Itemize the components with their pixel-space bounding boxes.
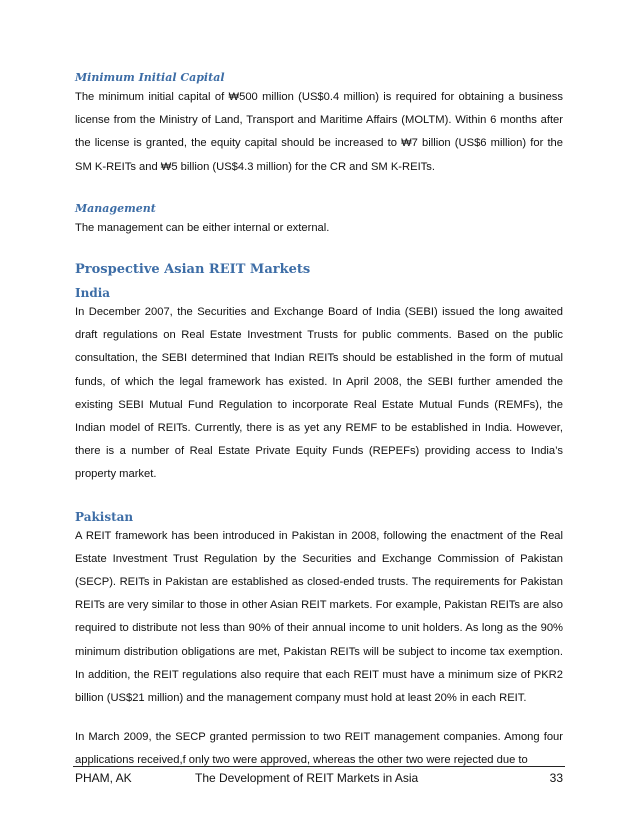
section-heading-management: Management [75,201,156,215]
paragraph-pakistan-1: A REIT framework has been introduced in Pakistan in 2008, following the enactment of the Real Estate Investment Trust Regulation by the Securities and Exchange Commission of Pakistan (SECP). REITs in Pakistan are established as closed-ended trusts. The requirements for Pakistan REITs are very similar to those in other Asian REIT markets. For example, Pakistan REITs are also required to distribute not less than 90% of their annual income to unit holders. As long as the 90% minimum distribution obligations are met, Pakistan REITs will be subject to income tax exemption. In addition, the REIT regulations also require that each REIT must have a minimum size of PKR2 billion (US$21 million) and the management company must hold at least 20% in each REIT. [75,529,563,705]
paragraph-management: The management can be either internal or external. [75,221,330,234]
page-content [75,70,563,773]
subsection-heading-india: India [75,286,111,301]
footer-document-title: The Development of REIT Markets in Asia [195,771,419,785]
section-heading-minimum-initial-capital: Minimum Initial Capital [75,71,225,84]
footer-page-number: 33 [549,771,563,785]
footer-author: PHAM, AK [75,771,132,785]
paragraph-india: In December 2007, the Securities and Exchange Board of India (SEBI) issued the long awaited draft regulations on Real Estate Investment Trusts for public comments. Based on the public consultation, the SEBI determined that Indian REITs should be established in the form of mutual funds, of which the legal framework has existed. In April 2008, the SEBI further amended the existing SEBI Mutual Fund Regulation to incorporate Real Estate Mutual Funds (REMFs), the Indian model of REITs. Currently, there is as yet any REMF to be established in India. However, there is a number of Real Estate Private Equity Funds (REPEFs) providing access to India’s property market. [75,306,563,481]
section-heading-prospective-markets: Prospective Asian REIT Markets [75,262,311,278]
paragraph-minimum-initial-capital: The minimum initial capital of ₩500 million (US$0.4 million) is required for obtaining a business license from the Ministry of Land, Transport and Maritime Affairs (MOLTM). Within 6 months after the license is granted, the equity capital should be increased to ₩7 billion (US$6 million) for the SM K-REITs and ₩5 billion (US$4.3 million) for the CR and SM K-REITs. [75,91,563,173]
paragraph-pakistan-2: In March 2009, the SECP granted permission to two REIT management companies. Among four applications received,f only two were approved, whereas the other two were rejected due to [75,731,563,767]
footer-divider [73,766,565,767]
subsection-heading-pakistan: Pakistan [75,509,134,524]
